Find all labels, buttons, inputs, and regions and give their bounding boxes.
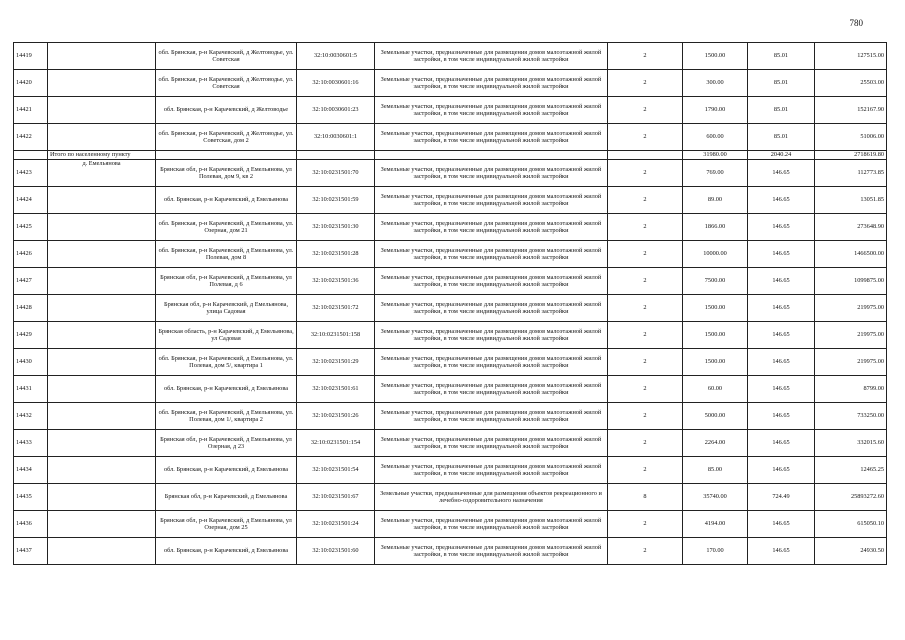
table-row bbox=[14, 43, 887, 70]
locality-cell bbox=[48, 187, 156, 214]
table-row bbox=[14, 70, 887, 97]
group-cell: 2 bbox=[608, 295, 683, 322]
group-cell: 2 bbox=[608, 511, 683, 538]
land-use-cell: Земельные участки, предназначенные для размещения домов малоэтажной жилой застройки, в том числе индивидуальной жилой застройки bbox=[375, 241, 608, 268]
cadastral-number-cell: 32:10:0231501:36 bbox=[297, 268, 375, 295]
address-cell: Брянская обл, р-н Карачевский, д Емельянова, ул Озерная, дом 25 bbox=[156, 511, 297, 538]
area-cell: 1500.00 bbox=[683, 295, 748, 322]
locality-cell bbox=[48, 430, 156, 457]
table-row bbox=[14, 124, 887, 151]
land-use-cell: Земельные участки, предназначенные для размещения домов малоэтажной жилой застройки, в том числе индивидуальной жилой застройки bbox=[375, 124, 608, 151]
group-cell: 2 bbox=[608, 160, 683, 187]
area-cell: 1790.00 bbox=[683, 97, 748, 124]
rate-cell: 146.65 bbox=[748, 403, 815, 430]
row-number: 14423 bbox=[14, 160, 48, 187]
cadastral-number-cell: 32:10:0231501:30 bbox=[297, 214, 375, 241]
table-row bbox=[14, 376, 887, 403]
address-cell: обл. Брянская, р-н Карачевский, д Емельянова, ул. Озерная, дом 21 bbox=[156, 214, 297, 241]
cadastral-number-cell: 32:10:0231501:72 bbox=[297, 295, 375, 322]
area-cell: 10000.00 bbox=[683, 241, 748, 268]
total-value: 2718619.80 bbox=[815, 151, 887, 160]
rate-cell: 85.01 bbox=[748, 70, 815, 97]
area-cell: 1500.00 bbox=[683, 349, 748, 376]
land-use-cell: Земельные участки, предназначенные для размещения домов малоэтажной жилой застройки, в том числе индивидуальной жилой застройки bbox=[375, 349, 608, 376]
rate-cell: 85.01 bbox=[748, 43, 815, 70]
group-cell: 2 bbox=[608, 70, 683, 97]
area-cell: 4194.00 bbox=[683, 511, 748, 538]
land-use-cell: Земельные участки, предназначенные для размещения домов малоэтажной жилой застройки, в том числе индивидуальной жилой застройки bbox=[375, 268, 608, 295]
address-cell: обл. Брянская, р-н Карачевский, д Желтоводье bbox=[156, 97, 297, 124]
locality-cell bbox=[48, 70, 156, 97]
total-area: 31980.00 bbox=[683, 151, 748, 160]
group-cell: 2 bbox=[608, 322, 683, 349]
address-cell: обл. Брянская, р-н Карачевский, д Емельянова, ул. Полевая, дом 8 bbox=[156, 241, 297, 268]
cadastral-number-cell: 32:10:0231501:29 bbox=[297, 349, 375, 376]
area-cell: 170.00 bbox=[683, 538, 748, 565]
land-use-cell: Земельные участки, предназначенные для размещения домов малоэтажной жилой застройки, в том числе индивидуальной жилой застройки bbox=[375, 538, 608, 565]
group-cell: 8 bbox=[608, 484, 683, 511]
address-cell: обл. Брянская, р-н Карачевский, д Емельянова bbox=[156, 457, 297, 484]
rate-cell: 146.65 bbox=[748, 376, 815, 403]
locality-cell bbox=[48, 295, 156, 322]
group-cell: 2 bbox=[608, 268, 683, 295]
cadastral-value-cell: 24930.50 bbox=[815, 538, 887, 565]
cadastral-value-cell: 1099875.00 bbox=[815, 268, 887, 295]
row-number: 14427 bbox=[14, 268, 48, 295]
cadastral-number-cell: 32:10:0231501:59 bbox=[297, 187, 375, 214]
address-cell: обл. Брянская, р-н Карачевский, д Емельянова bbox=[156, 538, 297, 565]
total-blank bbox=[14, 151, 48, 160]
cadastral-number-cell: 32:10:0231501:60 bbox=[297, 538, 375, 565]
table-row bbox=[14, 295, 887, 322]
group-cell: 2 bbox=[608, 241, 683, 268]
address-cell: Брянская обл, р-н Карачевский, д Емельянова, ул Озерная, д 23 bbox=[156, 430, 297, 457]
row-number: 14434 bbox=[14, 457, 48, 484]
group-cell: 2 bbox=[608, 403, 683, 430]
locality-cell bbox=[48, 403, 156, 430]
locality-cell bbox=[48, 322, 156, 349]
rate-cell: 146.65 bbox=[748, 322, 815, 349]
land-use-cell: Земельные участки, предназначенные для размещения домов малоэтажной жилой застройки, в том числе индивидуальной жилой застройки bbox=[375, 187, 608, 214]
row-number: 14429 bbox=[14, 322, 48, 349]
group-cell: 2 bbox=[608, 187, 683, 214]
table-body bbox=[14, 43, 887, 565]
area-cell: 300.00 bbox=[683, 70, 748, 97]
group-cell: 2 bbox=[608, 124, 683, 151]
rate-cell: 146.65 bbox=[748, 241, 815, 268]
rate-cell: 146.65 bbox=[748, 349, 815, 376]
locality-cell: д. Емельянова bbox=[48, 160, 156, 187]
total-blank bbox=[297, 151, 375, 160]
cadastral-value-cell: 51006.00 bbox=[815, 124, 887, 151]
cadastral-number-cell: 32:10:0231501:26 bbox=[297, 403, 375, 430]
cadastral-number-cell: 32:10:0231501:24 bbox=[297, 511, 375, 538]
row-number: 14424 bbox=[14, 187, 48, 214]
area-cell: 7500.00 bbox=[683, 268, 748, 295]
locality-cell bbox=[48, 43, 156, 70]
cadastral-value-cell: 1466500.00 bbox=[815, 241, 887, 268]
row-number: 14426 bbox=[14, 241, 48, 268]
table-row bbox=[14, 349, 887, 376]
row-number: 14425 bbox=[14, 214, 48, 241]
group-cell: 2 bbox=[608, 97, 683, 124]
rate-cell: 146.65 bbox=[748, 214, 815, 241]
address-cell: Брянская обл, р-н Карачевский, д Емельянова, улица Садовая bbox=[156, 295, 297, 322]
area-cell: 5000.00 bbox=[683, 403, 748, 430]
rate-cell: 146.65 bbox=[748, 538, 815, 565]
cadastral-number-cell: 32:10:0231501:158 bbox=[297, 322, 375, 349]
table-row bbox=[14, 268, 887, 295]
group-cell: 2 bbox=[608, 376, 683, 403]
area-cell: 89.00 bbox=[683, 187, 748, 214]
cadastral-number-cell: 32:10:0030601:16 bbox=[297, 70, 375, 97]
cadastral-number-cell: 32:10:0231501:61 bbox=[297, 376, 375, 403]
cadastral-number-cell: 32:10:0231501:70 bbox=[297, 160, 375, 187]
group-cell: 2 bbox=[608, 43, 683, 70]
cadastral-value-cell: 219975.00 bbox=[815, 349, 887, 376]
group-cell: 2 bbox=[608, 214, 683, 241]
rate-cell: 85.01 bbox=[748, 97, 815, 124]
rate-cell: 85.01 bbox=[748, 124, 815, 151]
area-cell: 1500.00 bbox=[683, 43, 748, 70]
locality-cell bbox=[48, 376, 156, 403]
land-use-cell: Земельные участки, предназначенные для размещения домов малоэтажной жилой застройки, в том числе индивидуальной жилой застройки bbox=[375, 511, 608, 538]
cadastral-value-cell: 273648.90 bbox=[815, 214, 887, 241]
land-use-cell: Земельные участки, предназначенные для размещения домов малоэтажной жилой застройки, в том числе индивидуальной жилой застройки bbox=[375, 322, 608, 349]
cadastral-value-cell: 733250.00 bbox=[815, 403, 887, 430]
locality-cell bbox=[48, 349, 156, 376]
land-use-cell: Земельные участки, предназначенные для размещения домов малоэтажной жилой застройки, в том числе индивидуальной жилой застройки bbox=[375, 70, 608, 97]
table-row bbox=[14, 322, 887, 349]
land-use-cell: Земельные участки, предназначенные для размещения домов малоэтажной жилой застройки, в том числе индивидуальной жилой застройки bbox=[375, 214, 608, 241]
rate-cell: 146.65 bbox=[748, 295, 815, 322]
cadastral-value-cell: 615050.10 bbox=[815, 511, 887, 538]
cadastral-value-cell: 152167.90 bbox=[815, 97, 887, 124]
rate-cell: 146.65 bbox=[748, 430, 815, 457]
rate-cell: 146.65 bbox=[748, 457, 815, 484]
rate-cell: 146.65 bbox=[748, 268, 815, 295]
area-cell: 1500.00 bbox=[683, 322, 748, 349]
table-row bbox=[14, 97, 887, 124]
address-cell: обл. Брянская, р-н Карачевский, д Желтоводье, ул. Советская bbox=[156, 43, 297, 70]
cadastral-value-cell: 219975.00 bbox=[815, 295, 887, 322]
row-number: 14435 bbox=[14, 484, 48, 511]
land-use-cell: Земельные участки, предназначенные для размещения домов малоэтажной жилой застройки, в том числе индивидуальной жилой застройки bbox=[375, 430, 608, 457]
total-blank bbox=[156, 151, 297, 160]
table-row bbox=[14, 241, 887, 268]
address-cell: Брянская обл, р-н Карачевский, д Емельянова, ул Полевая, дом 9, кв 2 bbox=[156, 160, 297, 187]
area-cell: 85.00 bbox=[683, 457, 748, 484]
locality-cell bbox=[48, 457, 156, 484]
row-number: 14431 bbox=[14, 376, 48, 403]
address-cell: обл. Брянская, р-н Карачевский, д Емельянова bbox=[156, 187, 297, 214]
locality-cell bbox=[48, 241, 156, 268]
area-cell: 35740.00 bbox=[683, 484, 748, 511]
area-cell: 769.00 bbox=[683, 160, 748, 187]
cadastral-number-cell: 32:10:0231501:28 bbox=[297, 241, 375, 268]
table-row bbox=[14, 484, 887, 511]
locality-cell bbox=[48, 511, 156, 538]
land-use-cell: Земельные участки, предназначенные для размещения объектов рекреационного и лечебно-оздоровительного назначения bbox=[375, 484, 608, 511]
land-use-cell: Земельные участки, предназначенные для размещения домов малоэтажной жилой застройки, в том числе индивидуальной жилой застройки bbox=[375, 295, 608, 322]
cadastral-value-cell: 127515.00 bbox=[815, 43, 887, 70]
area-cell: 2264.00 bbox=[683, 430, 748, 457]
cadastral-number-cell: 32:10:0030601:5 bbox=[297, 43, 375, 70]
row-number: 14433 bbox=[14, 430, 48, 457]
address-cell: Брянская область, р-н Карачевский, д Емельянова, ул Садовая bbox=[156, 322, 297, 349]
locality-cell bbox=[48, 124, 156, 151]
area-cell: 600.00 bbox=[683, 124, 748, 151]
address-cell: обл. Брянская, р-н Карачевский, д Емельянова, ул. Полевая, дом 1/, квартира 2 bbox=[156, 403, 297, 430]
row-number: 14437 bbox=[14, 538, 48, 565]
locality-cell bbox=[48, 484, 156, 511]
cadastral-value-cell: 25503.00 bbox=[815, 70, 887, 97]
land-use-cell: Земельные участки, предназначенные для размещения домов малоэтажной жилой застройки, в том числе индивидуальной жилой застройки bbox=[375, 43, 608, 70]
land-use-cell: Земельные участки, предназначенные для размещения домов малоэтажной жилой застройки, в том числе индивидуальной жилой застройки bbox=[375, 160, 608, 187]
row-number: 14428 bbox=[14, 295, 48, 322]
area-cell: 60.00 bbox=[683, 376, 748, 403]
total-row bbox=[14, 151, 887, 160]
rate-cell: 146.65 bbox=[748, 160, 815, 187]
locality-cell bbox=[48, 97, 156, 124]
table-row bbox=[14, 430, 887, 457]
locality-cell bbox=[48, 214, 156, 241]
cadastral-number-cell: 32:10:0030601:23 bbox=[297, 97, 375, 124]
address-cell: Брянская обл, р-н Карачевский, д Емельянова, ул Полевая, д 6 bbox=[156, 268, 297, 295]
cadastral-number-cell: 32:10:0231501:67 bbox=[297, 484, 375, 511]
cadastral-value-cell: 332015.60 bbox=[815, 430, 887, 457]
total-label: Итого по населенному пункту bbox=[48, 151, 156, 160]
row-number: 14420 bbox=[14, 70, 48, 97]
locality-cell bbox=[48, 268, 156, 295]
land-use-cell: Земельные участки, предназначенные для размещения домов малоэтажной жилой застройки, в том числе индивидуальной жилой застройки bbox=[375, 376, 608, 403]
row-number: 14419 bbox=[14, 43, 48, 70]
locality-cell bbox=[48, 538, 156, 565]
rate-cell: 724.49 bbox=[748, 484, 815, 511]
table-row bbox=[14, 214, 887, 241]
cadastral-number-cell: 32:10:0030601:1 bbox=[297, 124, 375, 151]
row-number: 14422 bbox=[14, 124, 48, 151]
table-row bbox=[14, 511, 887, 538]
cadastral-value-cell: 12465.25 bbox=[815, 457, 887, 484]
rate-cell: 146.65 bbox=[748, 187, 815, 214]
address-cell: обл. Брянская, р-н Карачевский, д Желтоводье, ул. Советская bbox=[156, 70, 297, 97]
row-number: 14436 bbox=[14, 511, 48, 538]
cadastral-value-table bbox=[13, 42, 887, 565]
cadastral-value-cell: 13051.85 bbox=[815, 187, 887, 214]
address-cell: Брянская обл, р-н Карачевский, д Емельянова bbox=[156, 484, 297, 511]
address-cell: обл. Брянская, р-н Карачевский, д Желтоводье, ул. Советская, дом 2 bbox=[156, 124, 297, 151]
land-use-cell: Земельные участки, предназначенные для размещения домов малоэтажной жилой застройки, в том числе индивидуальной жилой застройки bbox=[375, 97, 608, 124]
cadastral-number-cell: 32:10:0231501:54 bbox=[297, 457, 375, 484]
cadastral-value-cell: 25893272.60 bbox=[815, 484, 887, 511]
cadastral-value-cell: 219975.00 bbox=[815, 322, 887, 349]
group-cell: 2 bbox=[608, 430, 683, 457]
group-cell: 2 bbox=[608, 457, 683, 484]
cadastral-number-cell: 32:10:0231501:154 bbox=[297, 430, 375, 457]
area-cell: 1866.00 bbox=[683, 214, 748, 241]
rate-cell: 146.65 bbox=[748, 511, 815, 538]
address-cell: обл. Брянская, р-н Карачевский, д Емельянова, ул. Полевая, дом 5/, квартира 1 bbox=[156, 349, 297, 376]
group-cell: 2 bbox=[608, 538, 683, 565]
land-use-cell: Земельные участки, предназначенные для размещения домов малоэтажной жилой застройки, в том числе индивидуальной жилой застройки bbox=[375, 457, 608, 484]
address-cell: обл. Брянская, р-н Карачевский, д Емельянова bbox=[156, 376, 297, 403]
cadastral-value-cell: 112773.85 bbox=[815, 160, 887, 187]
group-cell: 2 bbox=[608, 349, 683, 376]
row-number: 14432 bbox=[14, 403, 48, 430]
table-row bbox=[14, 403, 887, 430]
row-number: 14421 bbox=[14, 97, 48, 124]
total-blank bbox=[608, 151, 683, 160]
table-row bbox=[14, 160, 887, 187]
table-row bbox=[14, 538, 887, 565]
total-rate: 2040.24 bbox=[748, 151, 815, 160]
land-use-cell: Земельные участки, предназначенные для размещения домов малоэтажной жилой застройки, в том числе индивидуальной жилой застройки bbox=[375, 403, 608, 430]
cadastral-value-cell: 8799.00 bbox=[815, 376, 887, 403]
page-number: 780 bbox=[849, 18, 863, 28]
total-blank bbox=[375, 151, 608, 160]
table-row bbox=[14, 457, 887, 484]
row-number: 14430 bbox=[14, 349, 48, 376]
table-row bbox=[14, 187, 887, 214]
